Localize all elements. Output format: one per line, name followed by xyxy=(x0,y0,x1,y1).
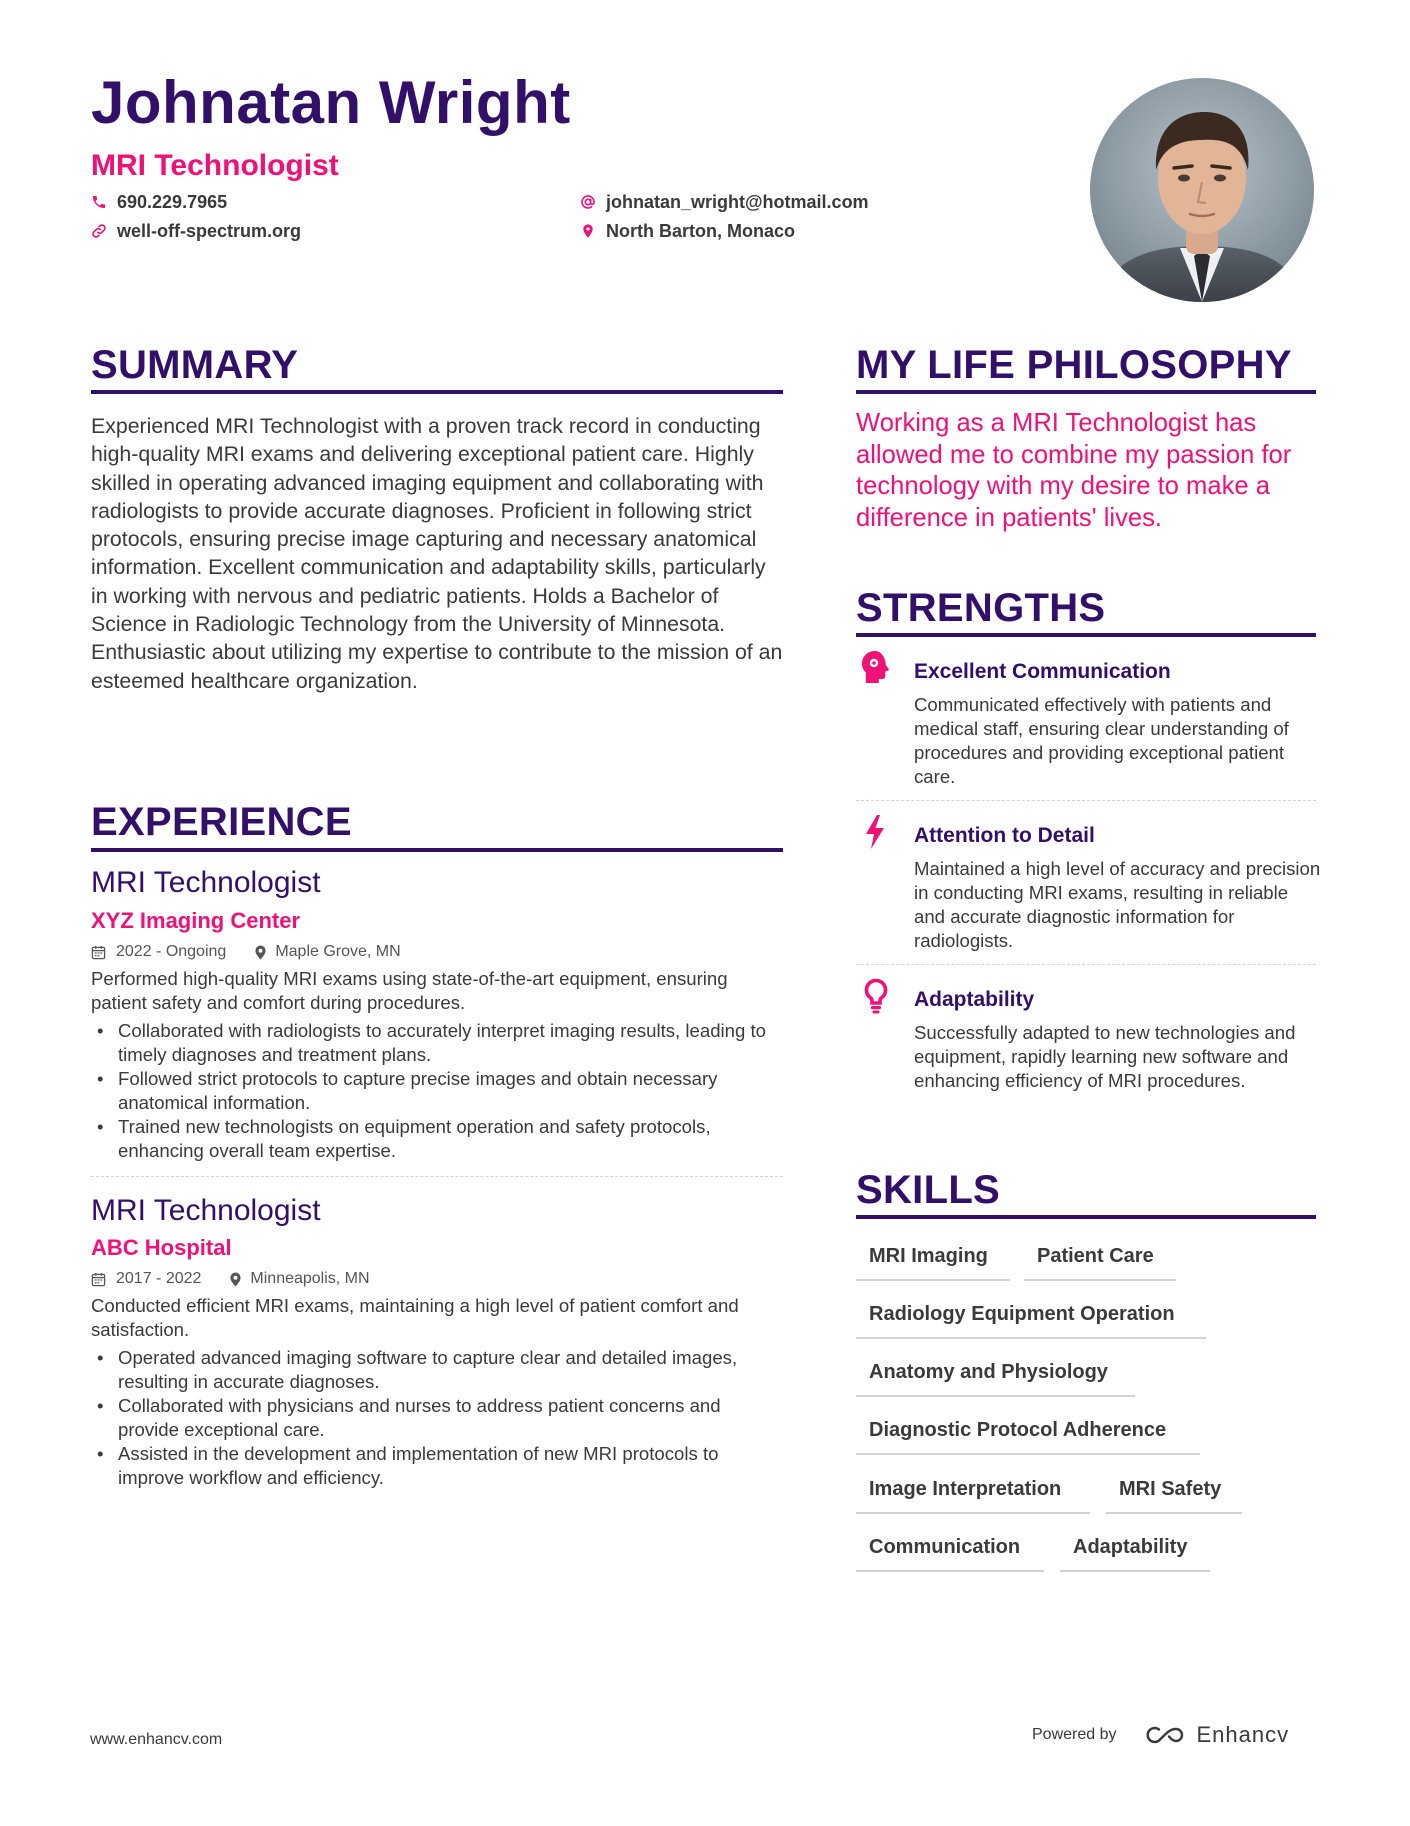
strength-description: Successfully adapted to new technologies and equipment, rapidly learning new software and enhancing efficiency of MRI procedures. xyxy=(914,1022,1296,1091)
skill-tag: MRI Safety xyxy=(1106,1474,1242,1514)
footer-website[interactable]: www.enhancv.com xyxy=(90,1731,223,1748)
skill-tag: Diagnostic Protocol Adherence xyxy=(856,1415,1200,1455)
skill-tag: Image Interpretation xyxy=(856,1474,1090,1514)
philosophy-text: Working as a MRI Technologist has allowed me to combine my passion for technology with my desire to make a difference in patients' lives. xyxy=(856,409,1292,532)
website-text: well-off-spectrum.org xyxy=(117,221,302,241)
lightning-bolt-icon xyxy=(864,814,886,850)
job-bullet: • Operated advanced imaging software to capture clear and detailed images, resulting in accurate diagnoses. xyxy=(91,1346,783,1394)
candidate-name: Johnatan Wright xyxy=(91,69,571,136)
company-name: ABC Hospital xyxy=(91,1235,232,1260)
job-bullet: • Trained new technologists on equipment operation and safety protocols, enhancing overall team expertise. xyxy=(91,1115,783,1163)
footer-branding[interactable] xyxy=(1032,1722,1289,1748)
strength-description: Communicated effectively with patients and medical staff, ensuring clear understanding of procedures and providing exceptional patient care. xyxy=(914,694,1289,787)
job-description: Conducted efficient MRI exams, maintaining a high level of patient comfort and satisfaction. xyxy=(91,1295,739,1340)
job-location: Maple Grove, MN xyxy=(275,943,401,960)
skill-tag: Radiology Equipment Operation xyxy=(856,1299,1206,1339)
calendar-icon xyxy=(91,1272,106,1287)
summary-heading: SUMMARY xyxy=(91,343,299,387)
job-dates: 2017 - 2022 xyxy=(116,1270,202,1287)
job-description: Performed high-quality MRI exams using state-of-the-art equipment, ensuring patient safety and comfort during procedures. xyxy=(91,968,728,1013)
powered-by-label: Powered by xyxy=(1032,1726,1117,1743)
contact-email[interactable] xyxy=(580,193,869,211)
experience-heading: EXPERIENCE xyxy=(91,800,352,844)
job-location: Minneapolis, MN xyxy=(250,1270,370,1287)
location-pin-icon xyxy=(254,945,267,960)
job-title: MRI Technologist xyxy=(91,866,321,899)
skill-tag: Anatomy and Physiology xyxy=(856,1357,1135,1397)
skills-rule xyxy=(856,1215,1316,1219)
skill-tag: Adaptability xyxy=(1060,1532,1210,1572)
at-icon xyxy=(580,194,596,210)
job-dates: 2022 - Ongoing xyxy=(116,943,227,960)
job-bullets xyxy=(91,1019,783,1163)
strengths-rule xyxy=(856,633,1316,637)
job-bullets xyxy=(91,1346,783,1490)
job-location-group xyxy=(229,1271,369,1287)
profile-photo xyxy=(1090,78,1314,302)
skill-tag: MRI Imaging xyxy=(856,1241,1010,1281)
skills-heading: SKILLS xyxy=(856,1168,1001,1212)
summary-text: Experienced MRI Technologist with a proven track record in conducting high-quality MRI exams and delivering exceptional patient care. Highly skilled in operating advanced imaging equipment and collaborating with radiologists to provide accurate diagnoses. Proficient in following strict protocols, ensuring precise image capturing and necessary anatomical information. Excellent communication and adaptability skills, particularly in working with nervous and pediatric patients. Holds a Bachelor of Science in Radiologic Technology from the University of Minnesota. Enthusiastic about utilizing my expertise to contribute to the mission of an esteemed healthcare organization. xyxy=(91,414,783,693)
location-pin-icon xyxy=(580,223,596,239)
strength-title: Adaptability xyxy=(914,988,1035,1011)
brand-name: Enhancv xyxy=(1196,1722,1290,1747)
job-meta xyxy=(91,1271,370,1287)
phone-text: 690.229.7965 xyxy=(117,192,228,212)
head-brain-icon xyxy=(860,650,890,684)
strength-title: Attention to Detail xyxy=(914,824,1095,847)
location-pin-icon xyxy=(229,1272,242,1287)
strength-title: Excellent Communication xyxy=(914,660,1171,683)
job-bullet: • Collaborated with physicians and nurses to address patient concerns and provide exceptional care. xyxy=(91,1394,783,1442)
strength-separator xyxy=(856,800,1316,801)
philosophy-heading: MY LIFE PHILOSOPHY xyxy=(856,343,1292,387)
strength-separator xyxy=(856,964,1316,965)
lightbulb-icon xyxy=(863,978,889,1014)
skill-tag: Patient Care xyxy=(1024,1241,1176,1281)
contact-phone[interactable] xyxy=(91,193,227,211)
brand-logo xyxy=(1143,1722,1290,1748)
location-text: North Barton, Monaco xyxy=(606,221,795,241)
summary-rule xyxy=(91,390,783,394)
strengths-heading: STRENGTHS xyxy=(856,586,1106,630)
candidate-headline: MRI Technologist xyxy=(91,149,339,182)
company-name: XYZ Imaging Center xyxy=(91,908,301,933)
phone-icon xyxy=(91,194,107,210)
experience-rule xyxy=(91,848,783,852)
job-meta xyxy=(91,944,401,960)
calendar-icon xyxy=(91,945,106,960)
job-title: MRI Technologist xyxy=(91,1194,321,1227)
contact-location xyxy=(580,222,795,240)
link-icon xyxy=(91,223,107,239)
job-bullet: • Assisted in the development and implementation of new MRI protocols to improve workflow and efficiency. xyxy=(91,1442,783,1490)
contact-website[interactable] xyxy=(91,222,301,240)
skill-tag: Communication xyxy=(856,1532,1044,1572)
email-text: johnatan_wright@hotmail.com xyxy=(606,192,869,212)
job-bullet: • Collaborated with radiologists to accurately interpret imaging results, leading to timely diagnoses and treatment plans. xyxy=(91,1019,783,1067)
job-separator xyxy=(91,1176,783,1177)
enhancv-logo-icon xyxy=(1143,1723,1187,1747)
job-bullet: • Followed strict protocols to capture precise images and obtain necessary anatomical information. xyxy=(91,1067,783,1115)
philosophy-rule xyxy=(856,390,1316,394)
strength-description: Maintained a high level of accuracy and precision in conducting MRI exams, resulting in reliable and accurate diagnostic information for radiologists. xyxy=(914,858,1321,951)
job-location-group xyxy=(254,944,400,960)
